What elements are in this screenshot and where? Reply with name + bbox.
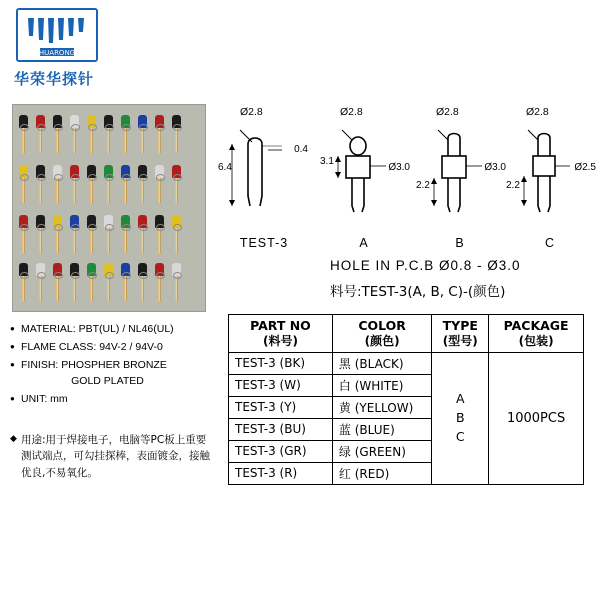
photo-probe bbox=[172, 165, 181, 203]
drawing-caption: TEST-3 bbox=[239, 236, 289, 250]
svg-text:HUARONG: HUARONG bbox=[38, 49, 76, 57]
technical-drawings bbox=[218, 100, 596, 260]
photo-probe bbox=[121, 215, 130, 253]
photo-probe bbox=[104, 263, 113, 301]
cell-part-no: TEST-3 (Y) bbox=[229, 396, 333, 418]
spec-item-subtext: GOLD PLATED bbox=[71, 374, 144, 387]
drawing-caption: B bbox=[455, 236, 465, 250]
drawing-test-3-figure bbox=[218, 120, 310, 232]
company-logo bbox=[14, 8, 122, 89]
photo-probe-ring bbox=[71, 272, 80, 279]
spec-item bbox=[10, 392, 220, 407]
logo-mark-icon bbox=[16, 8, 98, 62]
photo-probe-ring bbox=[156, 124, 165, 131]
photo-probe bbox=[53, 115, 62, 153]
spec-item-text: FLAME CLASS: 94V-2 / 94V-0 bbox=[21, 341, 163, 354]
photo-probe bbox=[19, 215, 28, 253]
table-header-package bbox=[489, 315, 584, 353]
photo-probe bbox=[19, 165, 28, 203]
photo-probe bbox=[87, 263, 96, 301]
header-en: PART NO bbox=[250, 318, 311, 333]
photo-probe-ring bbox=[173, 272, 182, 279]
photo-probe bbox=[53, 215, 62, 253]
photo-probe-ring bbox=[37, 124, 46, 131]
drawing-caption: C bbox=[544, 236, 556, 250]
specification-table bbox=[228, 314, 584, 485]
photo-probe-ring bbox=[156, 224, 165, 231]
photo-probe bbox=[121, 263, 130, 301]
type-option-c: C bbox=[455, 428, 465, 444]
photo-probe bbox=[87, 115, 96, 153]
table-row bbox=[229, 352, 584, 374]
drawing-a-figure bbox=[318, 120, 410, 232]
cell-color: 黑 (BLACK) bbox=[332, 352, 431, 374]
photo-probe bbox=[36, 263, 45, 301]
photo-probe bbox=[155, 115, 164, 153]
photo-probe-row bbox=[19, 165, 199, 205]
photo-probe-ring bbox=[173, 174, 182, 181]
specification-list bbox=[10, 322, 220, 410]
photo-probe-ring bbox=[173, 124, 182, 131]
photo-probe-ring bbox=[88, 224, 97, 231]
photo-probe-ring bbox=[37, 224, 46, 231]
photo-probe bbox=[138, 263, 147, 301]
spec-item-text: FINISH: PHOSPHER BRONZE bbox=[21, 359, 167, 372]
usage-note bbox=[10, 432, 215, 481]
drawing-b-figure bbox=[414, 120, 506, 232]
type-option-b: B bbox=[456, 409, 465, 425]
photo-probe-ring bbox=[156, 174, 165, 181]
photo-probe-ring bbox=[122, 174, 131, 181]
part-number-note: 料号:TEST-3(A, B, C)-(颜色) bbox=[330, 284, 506, 300]
photo-probe-ring bbox=[54, 124, 63, 131]
table-header-color bbox=[332, 315, 431, 353]
drawing-dim-right: Ø3.0 bbox=[388, 162, 410, 173]
photo-probe-ring bbox=[139, 272, 148, 279]
photo-probe bbox=[155, 263, 164, 301]
photo-probe-ring bbox=[122, 272, 131, 279]
photo-probe bbox=[53, 263, 62, 301]
pcb-hole-note: HOLE IN P.C.B Ø0.8 - Ø3.0 bbox=[330, 258, 521, 273]
drawing-a bbox=[318, 100, 410, 250]
spec-item bbox=[10, 322, 220, 337]
drawing-dim-right: Ø2.5 bbox=[574, 162, 596, 173]
photo-probe bbox=[104, 215, 113, 253]
header-cn: (包装) bbox=[518, 333, 554, 348]
drawing-dim-top: Ø2.8 bbox=[526, 106, 549, 118]
cell-color: 白 (WHITE) bbox=[332, 374, 431, 396]
photo-probe-ring bbox=[105, 124, 114, 131]
photo-probe-ring bbox=[37, 174, 46, 181]
photo-probe-ring bbox=[54, 174, 63, 181]
bullet-icon: ● bbox=[10, 342, 15, 352]
photo-probe-ring bbox=[122, 224, 131, 231]
photo-probe-ring bbox=[139, 224, 148, 231]
photo-probe bbox=[70, 215, 79, 253]
photo-probe-ring bbox=[20, 224, 29, 231]
company-name-cn: 华荣华探针 bbox=[14, 70, 95, 88]
photo-probe bbox=[155, 165, 164, 203]
drawing-dim-left: 3.1 bbox=[320, 156, 334, 167]
photo-probe-ring bbox=[71, 124, 80, 131]
drawing-dim-top: Ø2.8 bbox=[240, 106, 263, 118]
cell-part-no: TEST-3 (BK) bbox=[229, 352, 333, 374]
photo-probe-ring bbox=[139, 124, 148, 131]
photo-probe-row bbox=[19, 115, 199, 155]
photo-probe bbox=[87, 165, 96, 203]
photo-probe bbox=[138, 115, 147, 153]
photo-probe-ring bbox=[88, 174, 97, 181]
cell-part-no: TEST-3 (BU) bbox=[229, 418, 333, 440]
cell-package: 1000PCS bbox=[489, 352, 584, 484]
photo-probe-ring bbox=[105, 174, 114, 181]
photo-probe bbox=[19, 263, 28, 301]
photo-probe bbox=[172, 263, 181, 301]
photo-probe bbox=[138, 215, 147, 253]
photo-probe bbox=[19, 115, 28, 153]
drawing-dim-right: Ø3.0 bbox=[484, 162, 506, 173]
photo-probe bbox=[104, 115, 113, 153]
photo-probe bbox=[104, 165, 113, 203]
cell-part-no: TEST-3 (GR) bbox=[229, 440, 333, 462]
header-en: PACKAGE bbox=[503, 318, 569, 333]
spec-item-text: UNIT: mm bbox=[21, 392, 68, 405]
cell-part-no: TEST-3 (R) bbox=[229, 462, 333, 484]
photo-probe-ring bbox=[54, 224, 63, 231]
photo-probe-ring bbox=[173, 224, 182, 231]
header-en: COLOR bbox=[358, 318, 406, 333]
photo-probe-ring bbox=[71, 174, 80, 181]
spec-item bbox=[10, 340, 220, 355]
photo-probe bbox=[53, 165, 62, 203]
photo-probe-ring bbox=[156, 272, 165, 279]
photo-probe bbox=[70, 115, 79, 153]
bullet-icon: ● bbox=[10, 360, 15, 370]
photo-probe-ring bbox=[139, 174, 148, 181]
photo-probe bbox=[121, 165, 130, 203]
photo-probe-ring bbox=[54, 272, 63, 279]
photo-probe bbox=[155, 215, 164, 253]
header-cn: (料号) bbox=[262, 333, 298, 348]
photo-probe bbox=[70, 263, 79, 301]
photo-probe-ring bbox=[20, 124, 29, 131]
photo-probe bbox=[138, 165, 147, 203]
drawing-dim-top: Ø2.8 bbox=[340, 106, 363, 118]
diamond-bullet-icon: ◆ bbox=[10, 433, 17, 443]
cell-color: 红 (RED) bbox=[332, 462, 431, 484]
photo-probe-ring bbox=[105, 224, 114, 231]
cell-part-no: TEST-3 (W) bbox=[229, 374, 333, 396]
photo-probe-row bbox=[19, 215, 199, 255]
spec-item-text: MATERIAL: PBT(UL) / NL46(UL) bbox=[21, 323, 174, 335]
photo-probe bbox=[172, 115, 181, 153]
table-header-row bbox=[229, 315, 584, 353]
photo-probe-ring bbox=[105, 272, 114, 279]
drawing-caption: A bbox=[359, 236, 369, 250]
photo-probe bbox=[121, 115, 130, 153]
photo-probe-row bbox=[19, 263, 199, 303]
photo-probe bbox=[36, 115, 45, 153]
drawing-c-figure bbox=[504, 120, 596, 232]
drawing-c bbox=[504, 100, 596, 250]
cell-color: 绿 (GREEN) bbox=[332, 440, 431, 462]
drawing-dim-left: 2.2 bbox=[506, 180, 520, 191]
photo-probe-ring bbox=[37, 272, 46, 279]
photo-probe bbox=[70, 165, 79, 203]
photo-probe-ring bbox=[20, 272, 29, 279]
cell-color: 蓝 (BLUE) bbox=[332, 418, 431, 440]
drawing-dim-left: 6.4 bbox=[218, 162, 232, 173]
photo-probe bbox=[36, 215, 45, 253]
cell-type bbox=[432, 352, 489, 484]
bullet-icon: ● bbox=[10, 393, 15, 403]
photo-probe bbox=[87, 215, 96, 253]
spec-item bbox=[10, 358, 220, 373]
drawing-b bbox=[414, 100, 506, 250]
cell-color: 黄 (YELLOW) bbox=[332, 396, 431, 418]
drawing-test-3 bbox=[218, 100, 310, 250]
usage-note-text: 用途:用于焊接电子，电脑等PC板上重要测试端点，可勾挂探棒，表面镀金，接触优良,不易氧化。 bbox=[21, 434, 210, 479]
header-en: TYPE bbox=[442, 318, 478, 333]
photo-probe-ring bbox=[88, 124, 97, 131]
header-cn: (型号) bbox=[442, 333, 478, 348]
drawing-dim-right: 0.4 bbox=[294, 144, 308, 155]
photo-probe-ring bbox=[20, 174, 29, 181]
table-header-type bbox=[432, 315, 489, 353]
table-header-part-no bbox=[229, 315, 333, 353]
photo-probe bbox=[172, 215, 181, 253]
header-cn: (颜色) bbox=[364, 333, 400, 348]
type-option-a: A bbox=[456, 391, 465, 406]
bullet-icon: ● bbox=[10, 324, 15, 333]
photo-probe bbox=[36, 165, 45, 203]
drawing-dim-top: Ø2.8 bbox=[436, 106, 459, 118]
photo-probe-ring bbox=[122, 124, 131, 131]
photo-probe-ring bbox=[88, 272, 97, 279]
photo-probe-ring bbox=[71, 224, 80, 231]
product-photo bbox=[12, 104, 206, 312]
drawing-dim-left: 2.2 bbox=[416, 180, 430, 191]
